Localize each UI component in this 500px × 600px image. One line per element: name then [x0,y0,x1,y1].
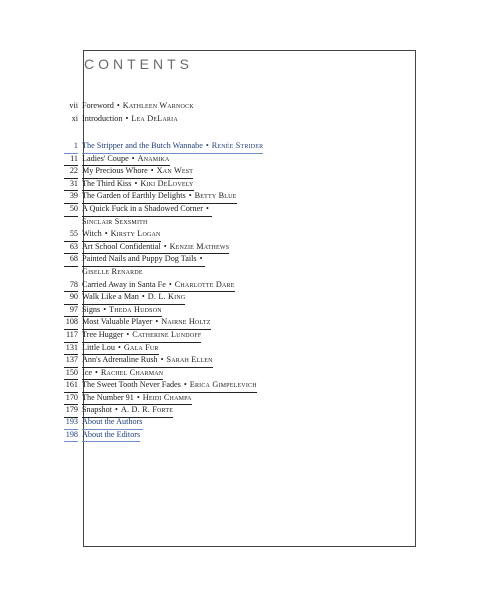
chapters-entry[interactable] [64,228,326,241]
bullet-separator: • [150,166,154,176]
back-matter-entry[interactable] [64,416,326,429]
entry-author: A. D. R. Forte [120,405,174,415]
page-number: 90 [64,291,78,305]
page-number: 11 [64,153,78,167]
page-number: 198 [64,429,78,443]
page-number: 68 [64,253,78,267]
entry-text [82,228,161,242]
page-number: 161 [64,379,78,393]
front_matter-entry [64,100,326,113]
entry-author: Heidi Champa [142,392,192,402]
chapters-entry[interactable] [64,241,326,254]
bullet-separator: • [163,241,167,251]
chapters-entry[interactable] [64,354,326,367]
entry-title[interactable]: Little Lou [82,342,115,352]
bullet-separator: • [141,292,145,302]
page-number: 170 [64,392,78,406]
chapters-entry[interactable] [64,379,326,392]
page-number: 150 [64,367,78,381]
bullet-separator: • [160,355,164,365]
entry-text [82,304,162,318]
entry-title[interactable]: Carried Away in Santa Fe [82,279,166,289]
entry-text [82,140,263,154]
entry-author: Renée Strider [211,141,264,150]
entry-text [82,113,178,126]
page-number: 39 [64,190,78,204]
bullet-separator: • [116,101,120,110]
chapters-entry[interactable] [64,304,326,317]
entry-author: Rachel Charman [100,367,164,377]
entry-title[interactable]: About the Editors [82,429,140,443]
entry-title[interactable]: My Precious Whore [82,166,148,176]
entry-author-continued [64,266,326,279]
chapters-entry[interactable] [64,253,326,266]
bullet-separator: • [134,178,138,188]
entry-text [82,379,257,393]
entry-title[interactable]: Walk Like a Man [82,292,139,302]
entry-title[interactable]: A Quick Fuck in a Shadowed Corner [82,203,203,213]
entry-text [82,329,201,343]
bullet-separator: • [168,279,172,289]
entry-title[interactable]: Witch [82,229,102,239]
entry-author: D. L. King [147,292,186,302]
bullet-separator: • [155,317,159,327]
page-number: xi [71,113,78,123]
entry-title[interactable]: Most Valuable Player [82,317,153,327]
bullet-separator: • [117,342,121,352]
entry-title[interactable]: Snapshot [82,405,113,415]
entry-author: Charlotte Dare [174,279,235,289]
back-matter-entry[interactable] [64,429,326,442]
bullet-separator: • [136,392,140,402]
front-matter-list [64,100,326,125]
back-matter-list [64,416,326,441]
page-number: 50 [64,203,78,217]
entry-author: Kiki DeLovely [140,178,194,188]
chapter-list [64,140,326,417]
bullet-separator: • [104,229,108,239]
chapters-entry[interactable] [64,165,326,178]
page-number: 97 [64,304,78,318]
entry-author: Sinclair Sexsmith [82,216,148,226]
entry-text [82,279,235,293]
chapters-entry[interactable] [64,178,326,191]
chapters-entry[interactable] [64,140,326,153]
front_matter-entry [64,113,326,126]
entry-author: Gala Fur [123,342,159,352]
bullet-separator: • [125,113,129,123]
entry-author: Sarah Ellen [166,355,213,365]
bullet-separator: • [115,405,118,415]
entry-title[interactable]: Tree Hugger [82,329,124,339]
entry-title[interactable]: Ann's Adrenaline Rush [82,355,158,365]
page-number: 22 [64,165,78,179]
entry-text [82,165,193,179]
page-number: 31 [64,178,78,192]
entry-author: Kirsty Logan [110,229,161,239]
entry-title: Introduction [82,113,123,123]
entry-text [82,392,192,406]
bullet-separator: • [126,329,130,339]
entry-title[interactable]: Ice [82,367,92,377]
entry-title[interactable]: Painted Nails and Puppy Dog Tails [82,254,197,264]
page-number: 131 [64,342,78,356]
entry-text [82,241,229,255]
entry-text [82,316,211,330]
contents-title: CONTENTS [84,56,193,72]
entry-text [82,153,170,167]
page-number: 63 [64,241,78,255]
entry-title: Foreword [82,101,114,110]
entry-author: Betty Blue [194,191,237,201]
entry-author: Catherine Lundoff [132,329,202,339]
entry-author: Xan West [156,166,194,176]
bullet-separator: • [131,153,135,163]
entry-author: Giselle Renarde [82,266,143,276]
chapters-entry[interactable] [64,153,326,166]
entry-text [82,342,159,356]
bullet-separator: • [205,141,209,150]
page-number: 117 [64,329,78,343]
page-number: 55 [64,228,78,242]
entry-title[interactable]: Ladies' Coupe [82,153,129,163]
chapters-entry[interactable] [64,190,326,203]
entry-author: Lea DeLaria [131,113,178,123]
page-number: 1 [64,140,78,154]
chapters-entry[interactable] [64,279,326,292]
page-number: 78 [64,279,78,293]
entry-author: Theda Hudson [109,304,162,314]
chapters-entry[interactable] [64,367,326,380]
bullet-separator: • [188,191,192,201]
chapters-entry[interactable] [64,316,326,329]
entry-text [82,354,213,368]
entry-text [82,253,205,267]
page-number: 179 [64,404,78,418]
entry-title[interactable]: The Stripper and the Butch Wannabe [82,141,203,150]
chapters-entry[interactable] [64,291,326,304]
entry-title[interactable]: Signs [82,304,101,314]
chapters-entry[interactable] [64,329,326,342]
page-number: 108 [64,316,78,330]
bullet-separator: • [95,367,98,377]
entry-author: Kenzie Mathews [169,241,230,251]
bullet-separator: • [103,304,107,314]
entry-text [82,367,163,381]
bullet-separator: • [205,203,209,213]
entry-title[interactable]: The Garden of Earthly Delights [82,191,186,201]
entry-author-continued [64,216,326,229]
entry-text [82,203,212,217]
entry-title[interactable]: About the Authors [82,416,143,430]
page-number: 193 [64,416,78,430]
entry-author: Kathleen Warnock [122,101,194,110]
entry-title[interactable]: The Sweet Tooth Never Fades [82,380,181,390]
bullet-separator: • [183,380,187,390]
entry-title[interactable]: The Third Kiss [82,178,132,188]
page-number: vii [69,101,78,110]
entry-author: Nairne Holtz [161,317,211,327]
entry-text [82,178,194,192]
entry-text [82,190,237,204]
entry-title[interactable]: Art School Confidential [82,241,161,251]
page-number: 137 [64,354,78,368]
chapters-entry[interactable] [64,342,326,355]
entry-title[interactable]: The Number 91 [82,392,134,402]
entry-author: Anamika [137,153,170,163]
chapters-entry[interactable] [64,392,326,405]
chapters-entry[interactable] [64,203,326,216]
bullet-separator: • [199,254,203,264]
entry-text [82,291,185,305]
entry-text [82,100,194,113]
entry-author: Erica Gimpelevich [189,380,257,390]
